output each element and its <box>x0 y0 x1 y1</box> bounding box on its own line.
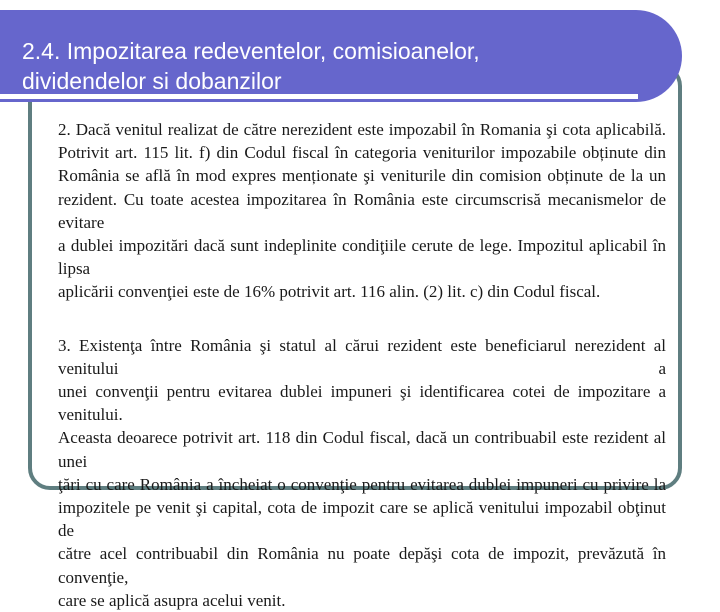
text-line: rezident. Cu toate acestea impozitarea în România este circumscrisă mecanismelor de evitare <box>58 189 666 232</box>
paragraph-2 <box>58 118 666 304</box>
text-line: 2. Dacă venitul realizat de către nerezident este impozabil în Romania şi cota aplicabilă. <box>58 120 666 139</box>
text-line: către acel contribuabil din România nu poate depăşi cota de impozit, prevăzută în convenţie, <box>58 544 666 587</box>
text-line: Potrivit art. 115 lit. f) din Codul fiscal în categoria veniturilor impozabile obținute din <box>58 143 666 163</box>
title-bar <box>0 10 682 102</box>
text-line: unei convenţii pentru evitarea dublei impuneri şi identificarea cotei de impozitare a venitului. <box>58 382 666 425</box>
slide-title <box>22 36 480 96</box>
title-line-1: 2.4. Impozitarea redeventelor, comisioanelor, <box>22 38 480 64</box>
text-line: 3. Existenţa între România şi statul al cărui rezident este beneficiarul nerezident al venitului a <box>58 335 666 378</box>
text-line: impozitele pe venit şi capital, cota de impozit care se aplică venitului impozabil obţinut de <box>58 498 666 541</box>
paragraph-3 <box>58 334 666 612</box>
text-line: care se aplică asupra acelui venit. <box>58 590 286 610</box>
text-line: aplicării convenţiei este de 16% potrivit art. 116 alin. (2) lit. c) din Codul fiscal. <box>58 282 601 302</box>
title-line-2: dividendelor si dobanzilor <box>22 68 282 94</box>
text-line: a dublei impozitări dacă sunt indeplinite condiţiile cerute de lege. Impozitul aplicabil în lipsa <box>58 236 666 279</box>
title-underline <box>0 94 638 99</box>
text-line: România se află în mod expres menționate şi veniturile din comision obținute de la un <box>58 166 666 186</box>
scanned-text-block <box>58 118 666 612</box>
text-line: ţări cu care România a încheiat o convenţie pentru evitarea dublei impuneri cu privire la <box>58 474 666 494</box>
text-line: Aceasta deoarece potrivit art. 118 din Codul fiscal, dacă un contribuabil este rezident al unei <box>58 428 666 471</box>
